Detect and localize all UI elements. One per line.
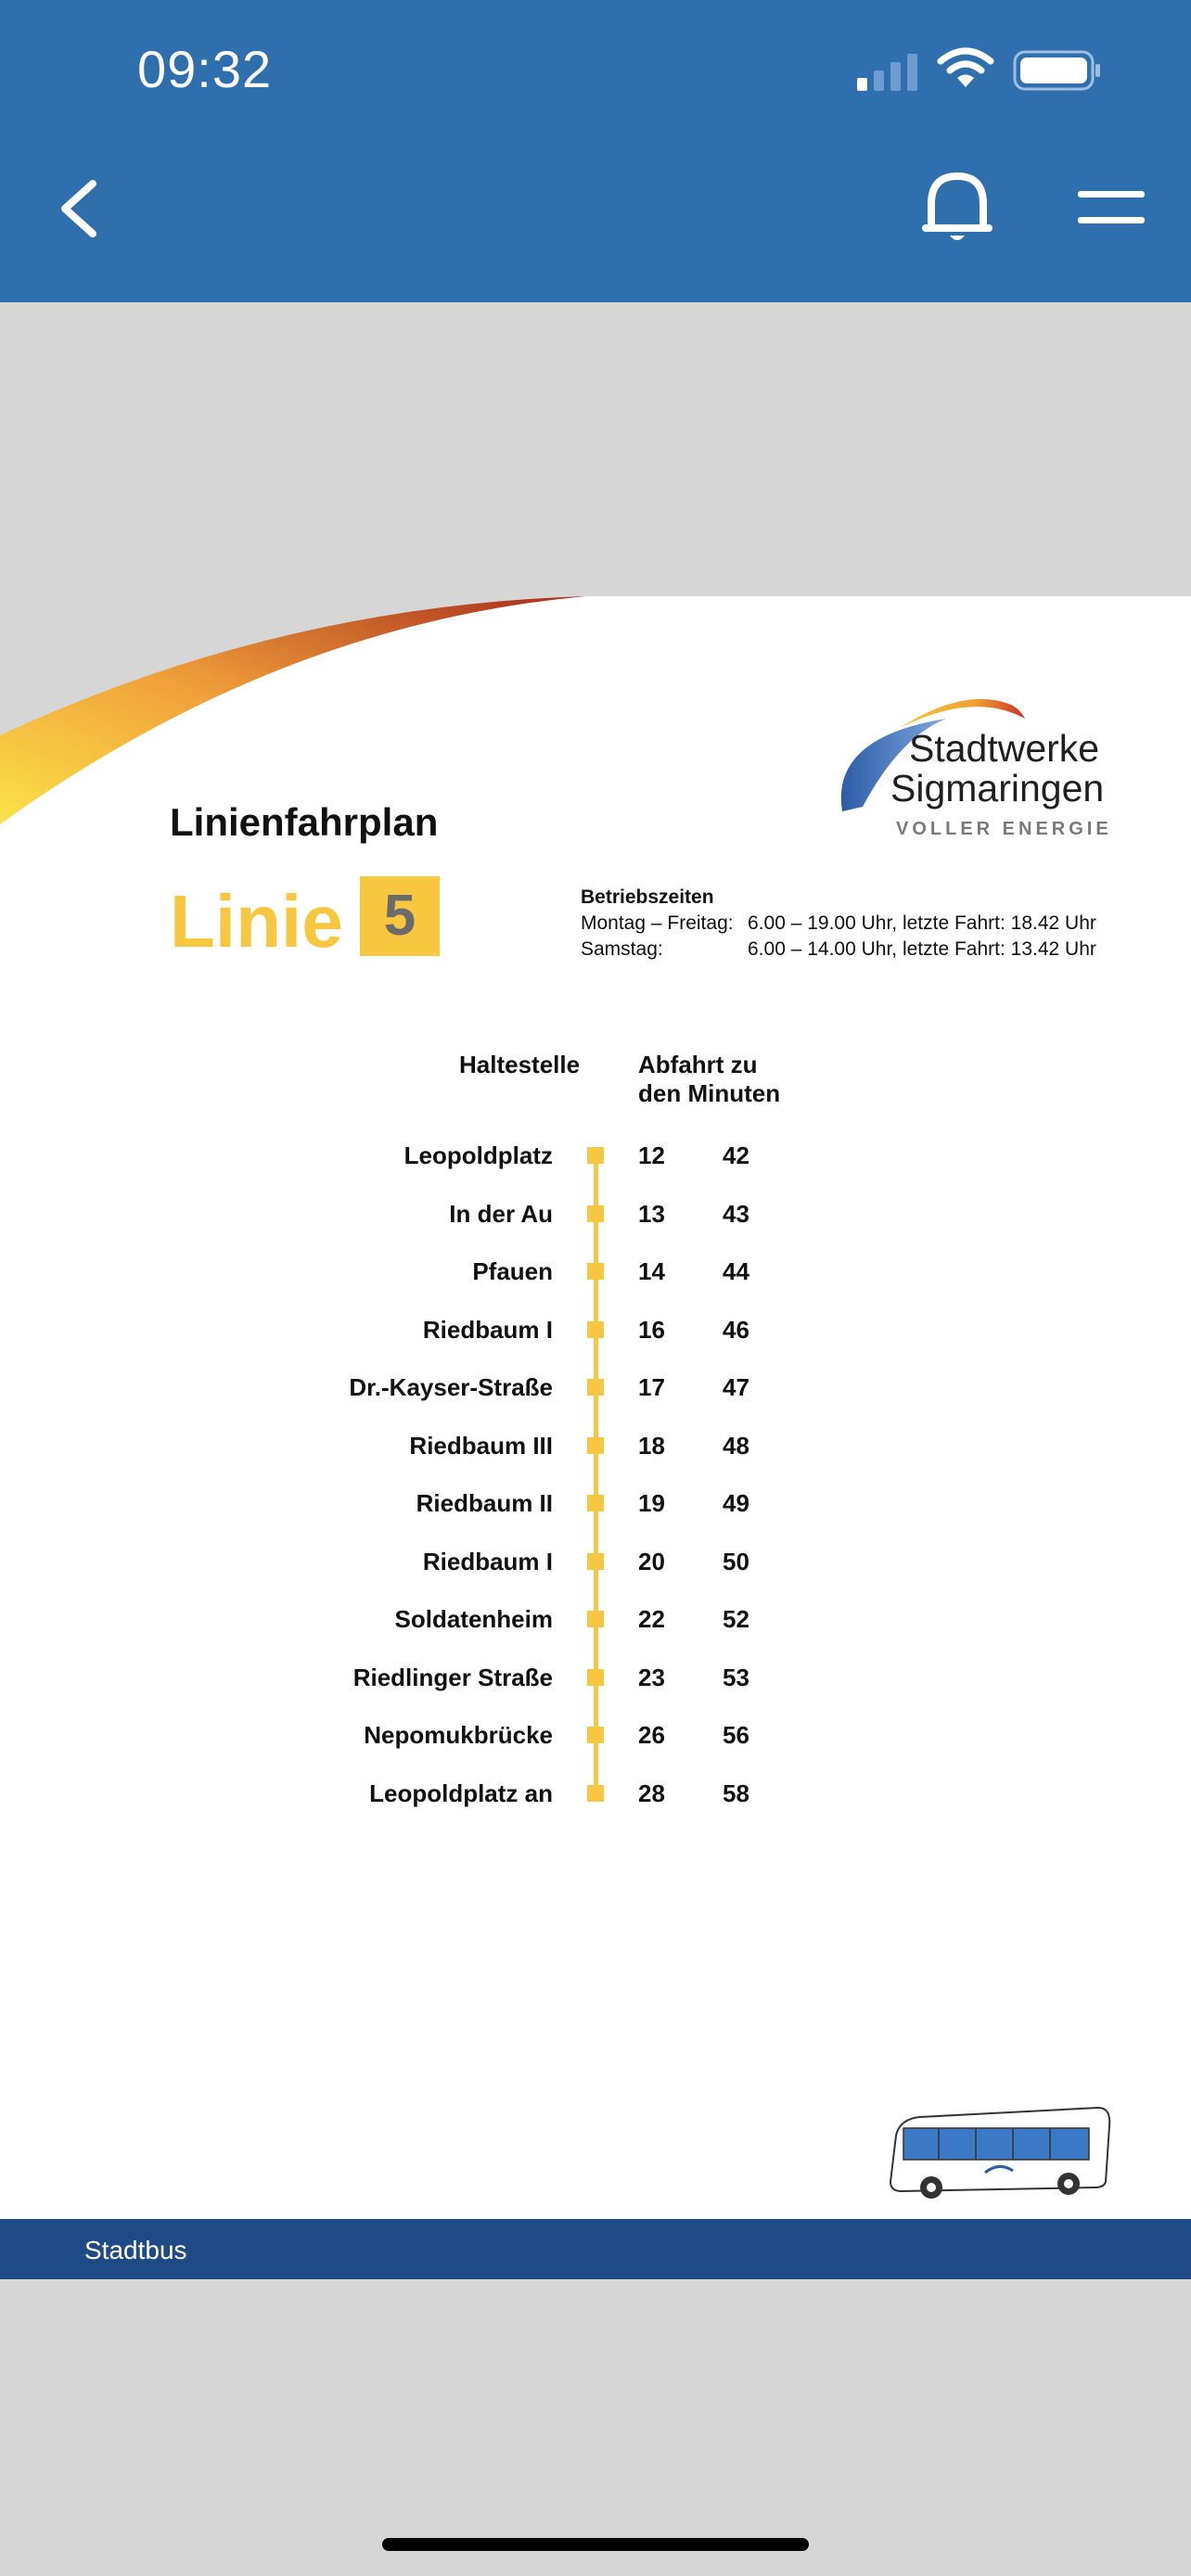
stop-row bbox=[0, 1714, 1191, 1771]
timetable-title: Linienfahrplan bbox=[170, 800, 439, 844]
stop-marker bbox=[587, 1785, 604, 1802]
stop-row bbox=[0, 1656, 1191, 1714]
stop-name: Riedlinger Straße bbox=[352, 1663, 553, 1691]
stop-marker bbox=[587, 1727, 604, 1743]
column-header-departure-line1: Abfahrt zu bbox=[638, 1051, 758, 1078]
app-header bbox=[0, 0, 1191, 302]
departure-minute: 48 bbox=[723, 1431, 749, 1460]
departure-minute: 28 bbox=[638, 1779, 665, 1807]
cellular-signal-icon bbox=[855, 52, 920, 91]
stop-name: Leopoldplatz an bbox=[369, 1779, 553, 1807]
departure-minute: 14 bbox=[638, 1257, 665, 1285]
departure-minute: 17 bbox=[638, 1373, 665, 1401]
stop-row bbox=[0, 1250, 1191, 1307]
operating-hours-row bbox=[581, 911, 1096, 937]
column-header-departure-line2: den Minuten bbox=[638, 1079, 781, 1107]
departure-minute: 18 bbox=[638, 1431, 665, 1460]
footer-label: Stadtbus bbox=[84, 2236, 187, 2264]
stop-row bbox=[0, 1424, 1191, 1482]
menu-icon[interactable] bbox=[1076, 185, 1146, 230]
stop-marker bbox=[587, 1437, 604, 1454]
stop-marker bbox=[587, 1205, 604, 1222]
departure-minute: 46 bbox=[723, 1315, 749, 1344]
document-footer bbox=[0, 2219, 1191, 2279]
stop-marker bbox=[587, 1321, 604, 1338]
operating-hours bbox=[581, 885, 1096, 963]
column-header-stop: Haltestelle bbox=[459, 1051, 581, 1078]
logo-tagline: VOLLER ENERGIE bbox=[896, 819, 1112, 839]
departure-minute: 19 bbox=[638, 1489, 665, 1517]
stop-row bbox=[0, 1366, 1191, 1423]
departure-minute: 42 bbox=[723, 1141, 749, 1169]
stop-name: In der Au bbox=[449, 1199, 553, 1228]
column-header-departure bbox=[638, 1051, 780, 1108]
departure-minute: 44 bbox=[723, 1257, 749, 1285]
stop-name: Riedbaum I bbox=[422, 1315, 553, 1344]
departure-minute: 13 bbox=[638, 1199, 665, 1228]
stop-marker bbox=[587, 1147, 604, 1164]
home-indicator[interactable] bbox=[382, 2538, 809, 2551]
hours-day: Montag – Freitag: bbox=[581, 912, 734, 934]
stop-row bbox=[0, 1192, 1191, 1250]
stop-name: Riedbaum I bbox=[422, 1547, 553, 1575]
back-button[interactable] bbox=[52, 176, 108, 241]
logo-text-line1: Stadtwerke bbox=[909, 727, 1100, 770]
stop-marker bbox=[587, 1611, 604, 1627]
departure-minute: 56 bbox=[723, 1721, 749, 1749]
stop-marker bbox=[587, 1263, 604, 1280]
line-number-badge: 5 bbox=[360, 876, 440, 956]
stop-name: Leopoldplatz bbox=[403, 1141, 553, 1169]
stop-row bbox=[0, 1482, 1191, 1539]
line-label: Linie bbox=[170, 880, 343, 963]
departure-minute: 16 bbox=[638, 1315, 665, 1344]
stop-name: Dr.-Kayser-Straße bbox=[349, 1373, 553, 1401]
departure-minute: 47 bbox=[723, 1373, 749, 1401]
wifi-icon bbox=[937, 46, 994, 89]
stop-marker bbox=[587, 1379, 604, 1396]
departure-minute: 49 bbox=[723, 1489, 749, 1517]
stop-row bbox=[0, 1134, 1191, 1192]
stop-marker bbox=[587, 1553, 604, 1570]
departure-minute: 50 bbox=[723, 1547, 749, 1575]
logo-text-line2: Sigmaringen bbox=[890, 767, 1105, 810]
departure-minute: 52 bbox=[723, 1605, 749, 1633]
stop-marker bbox=[587, 1669, 604, 1686]
departure-minute: 20 bbox=[638, 1547, 665, 1575]
status-time: 09:32 bbox=[137, 40, 273, 98]
operating-hours-title: Betriebszeiten bbox=[581, 886, 714, 908]
operating-hours-row bbox=[581, 937, 1096, 963]
hours-time: 6.00 – 19.00 Uhr, letzte Fahrt: 18.42 Uhr bbox=[748, 912, 1096, 934]
departure-minute: 22 bbox=[638, 1605, 665, 1633]
stop-name: Soldatenheim bbox=[394, 1605, 553, 1633]
stop-row bbox=[0, 1772, 1191, 1830]
hours-day: Samstag: bbox=[581, 938, 663, 960]
stop-row bbox=[0, 1598, 1191, 1655]
stop-name: Riedbaum II bbox=[416, 1489, 553, 1517]
departure-minute: 43 bbox=[723, 1199, 749, 1228]
stop-name: Riedbaum III bbox=[409, 1431, 553, 1460]
stop-row bbox=[0, 1540, 1191, 1598]
departure-minute: 53 bbox=[723, 1663, 749, 1691]
stop-row bbox=[0, 1308, 1191, 1366]
stop-marker bbox=[587, 1495, 604, 1511]
bell-icon[interactable] bbox=[922, 167, 992, 250]
battery-icon bbox=[1013, 50, 1102, 91]
stop-name: Pfauen bbox=[472, 1257, 553, 1285]
stadtbus-illustration bbox=[883, 2098, 1115, 2200]
departure-minute: 23 bbox=[638, 1663, 665, 1691]
timetable-document bbox=[0, 596, 1191, 2219]
departure-minute: 26 bbox=[638, 1721, 665, 1749]
hours-time: 6.00 – 14.00 Uhr, letzte Fahrt: 13.42 Uhr bbox=[748, 938, 1096, 960]
stop-name: Nepomukbrücke bbox=[364, 1721, 553, 1749]
departure-minute: 12 bbox=[638, 1141, 665, 1169]
departure-minute: 58 bbox=[723, 1779, 749, 1807]
